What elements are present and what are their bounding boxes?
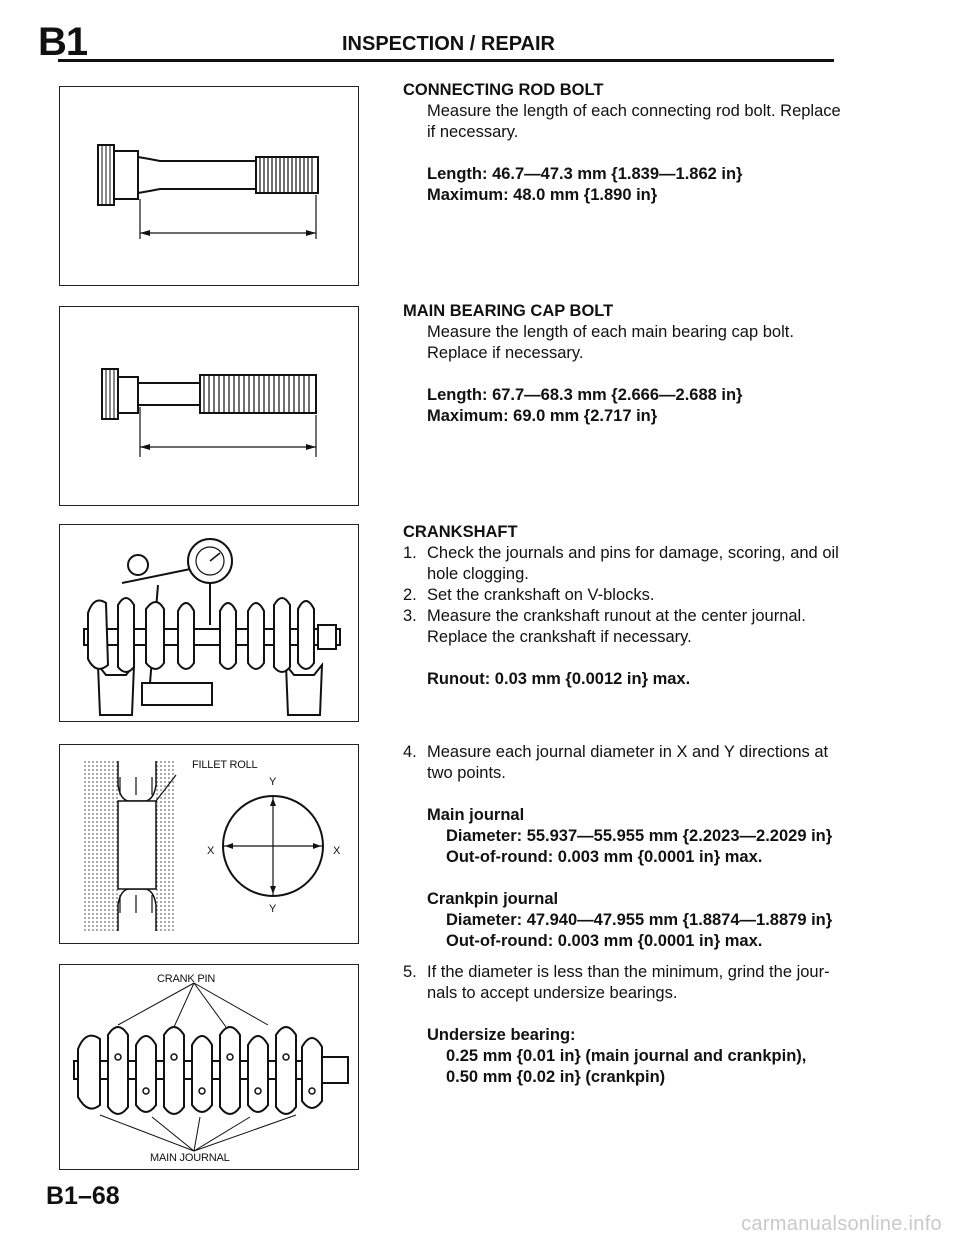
y-axis-bottom-label: Y — [269, 903, 277, 915]
step-number: 4. — [403, 743, 417, 761]
crank-pin-label: CRANK PIN — [157, 973, 216, 985]
list-item — [403, 585, 843, 606]
step-line: nals to accept undersize bearings. — [427, 984, 678, 1002]
main-bearing-cap-bolt-maximum-spec: Maximum: 69.0 mm {2.717 in} — [427, 407, 658, 425]
watermark: carmanualsonline.info — [741, 1213, 942, 1235]
body-line: Measure the length of each main bearing cap bolt. — [427, 323, 794, 341]
step-number: 2. — [403, 586, 417, 604]
body-line: Replace if necessary. — [427, 344, 584, 362]
body-line: Measure the length of each connecting rod bolt. Replace — [427, 102, 841, 120]
connecting-rod-bolt-section — [403, 80, 843, 206]
connecting-rod-bolt-maximum-spec: Maximum: 48.0 mm {1.890 in} — [427, 186, 658, 204]
journal-measurement-section — [403, 742, 843, 952]
undersize-bearing-spec: 0.25 mm {0.01 in} (main journal and crankpin), — [446, 1047, 807, 1065]
body-line: if necessary. — [427, 123, 519, 141]
step-line: hole clogging. — [427, 565, 529, 583]
main-journal-diameter-spec: Diameter: 55.937—55.955 mm {2.2023—2.2029 in} — [446, 827, 833, 845]
step-line: If the diameter is less than the minimum, grind the jour- — [427, 963, 830, 981]
y-axis-top-label: Y — [269, 776, 277, 788]
list-item — [403, 543, 843, 585]
connecting-rod-bolt-length-spec: Length: 46.7—47.3 mm {1.839—1.862 in} — [427, 165, 743, 183]
step-line: Check the journals and pins for damage, scoring, and oil — [427, 544, 839, 562]
page-title: INSPECTION / REPAIR — [342, 33, 555, 55]
journal-measurement-figure — [59, 744, 359, 944]
x-axis-left-label: X — [207, 845, 215, 857]
step-line: Measure the crankshaft runout at the center journal. — [427, 607, 806, 625]
crankshaft-runout-illustration — [60, 525, 360, 723]
main-bearing-cap-bolt-section — [403, 301, 843, 427]
runout-spec: Runout: 0.03 mm {0.0012 in} max. — [427, 670, 691, 688]
crankpin-journal-title: Crankpin journal — [427, 890, 559, 908]
step-line: Measure each journal diameter in X and Y directions at — [427, 743, 829, 761]
crankshaft-runout-figure — [59, 524, 359, 722]
connecting-rod-bolt-figure — [59, 86, 359, 286]
crankpin-journal-diameter-spec: Diameter: 47.940—47.955 mm {1.8874—1.8879 in} — [446, 911, 833, 929]
step-line: Set the crankshaft on V-blocks. — [427, 586, 655, 604]
connecting-rod-bolt-heading: CONNECTING ROD BOLT — [403, 81, 604, 99]
step-number: 3. — [403, 607, 417, 625]
connecting-rod-bolt-illustration — [60, 87, 360, 287]
crankpin-journal-out-of-round-spec: Out-of-round: 0.003 mm {0.0001 in} max. — [446, 932, 763, 950]
main-bearing-cap-bolt-heading: MAIN BEARING CAP BOLT — [403, 302, 614, 320]
crankshaft-heading: CRANKSHAFT — [403, 523, 518, 541]
step-line: Replace the crankshaft if necessary. — [427, 628, 692, 646]
section-code: B1 — [38, 20, 88, 64]
undersize-section — [403, 962, 843, 1088]
crankshaft-pins-figure — [59, 964, 359, 1170]
undersize-bearing-spec: 0.50 mm {0.02 in} (crankpin) — [446, 1068, 666, 1086]
crankshaft-section — [403, 522, 843, 690]
step-number: 5. — [403, 963, 417, 981]
page-number: B1–68 — [46, 1182, 120, 1210]
step-number: 1. — [403, 544, 417, 562]
list-item — [403, 606, 843, 648]
step-line: two points. — [427, 764, 506, 782]
x-axis-right-label: X — [333, 845, 341, 857]
main-bearing-cap-bolt-illustration — [60, 307, 360, 507]
list-item — [403, 962, 843, 1004]
fillet-roll-label: FILLET ROLL — [192, 759, 258, 771]
header-rule — [58, 59, 834, 62]
crankshaft-pins-illustration — [60, 965, 360, 1171]
main-journal-title: Main journal — [427, 806, 525, 824]
main-bearing-cap-bolt-figure — [59, 306, 359, 506]
undersize-bearing-title: Undersize bearing: — [427, 1026, 576, 1044]
list-item — [403, 742, 843, 784]
main-journal-label: MAIN JOURNAL — [150, 1152, 230, 1164]
main-journal-out-of-round-spec: Out-of-round: 0.003 mm {0.0001 in} max. — [446, 848, 763, 866]
main-bearing-cap-bolt-length-spec: Length: 67.7—68.3 mm {2.666—2.688 in} — [427, 386, 743, 404]
